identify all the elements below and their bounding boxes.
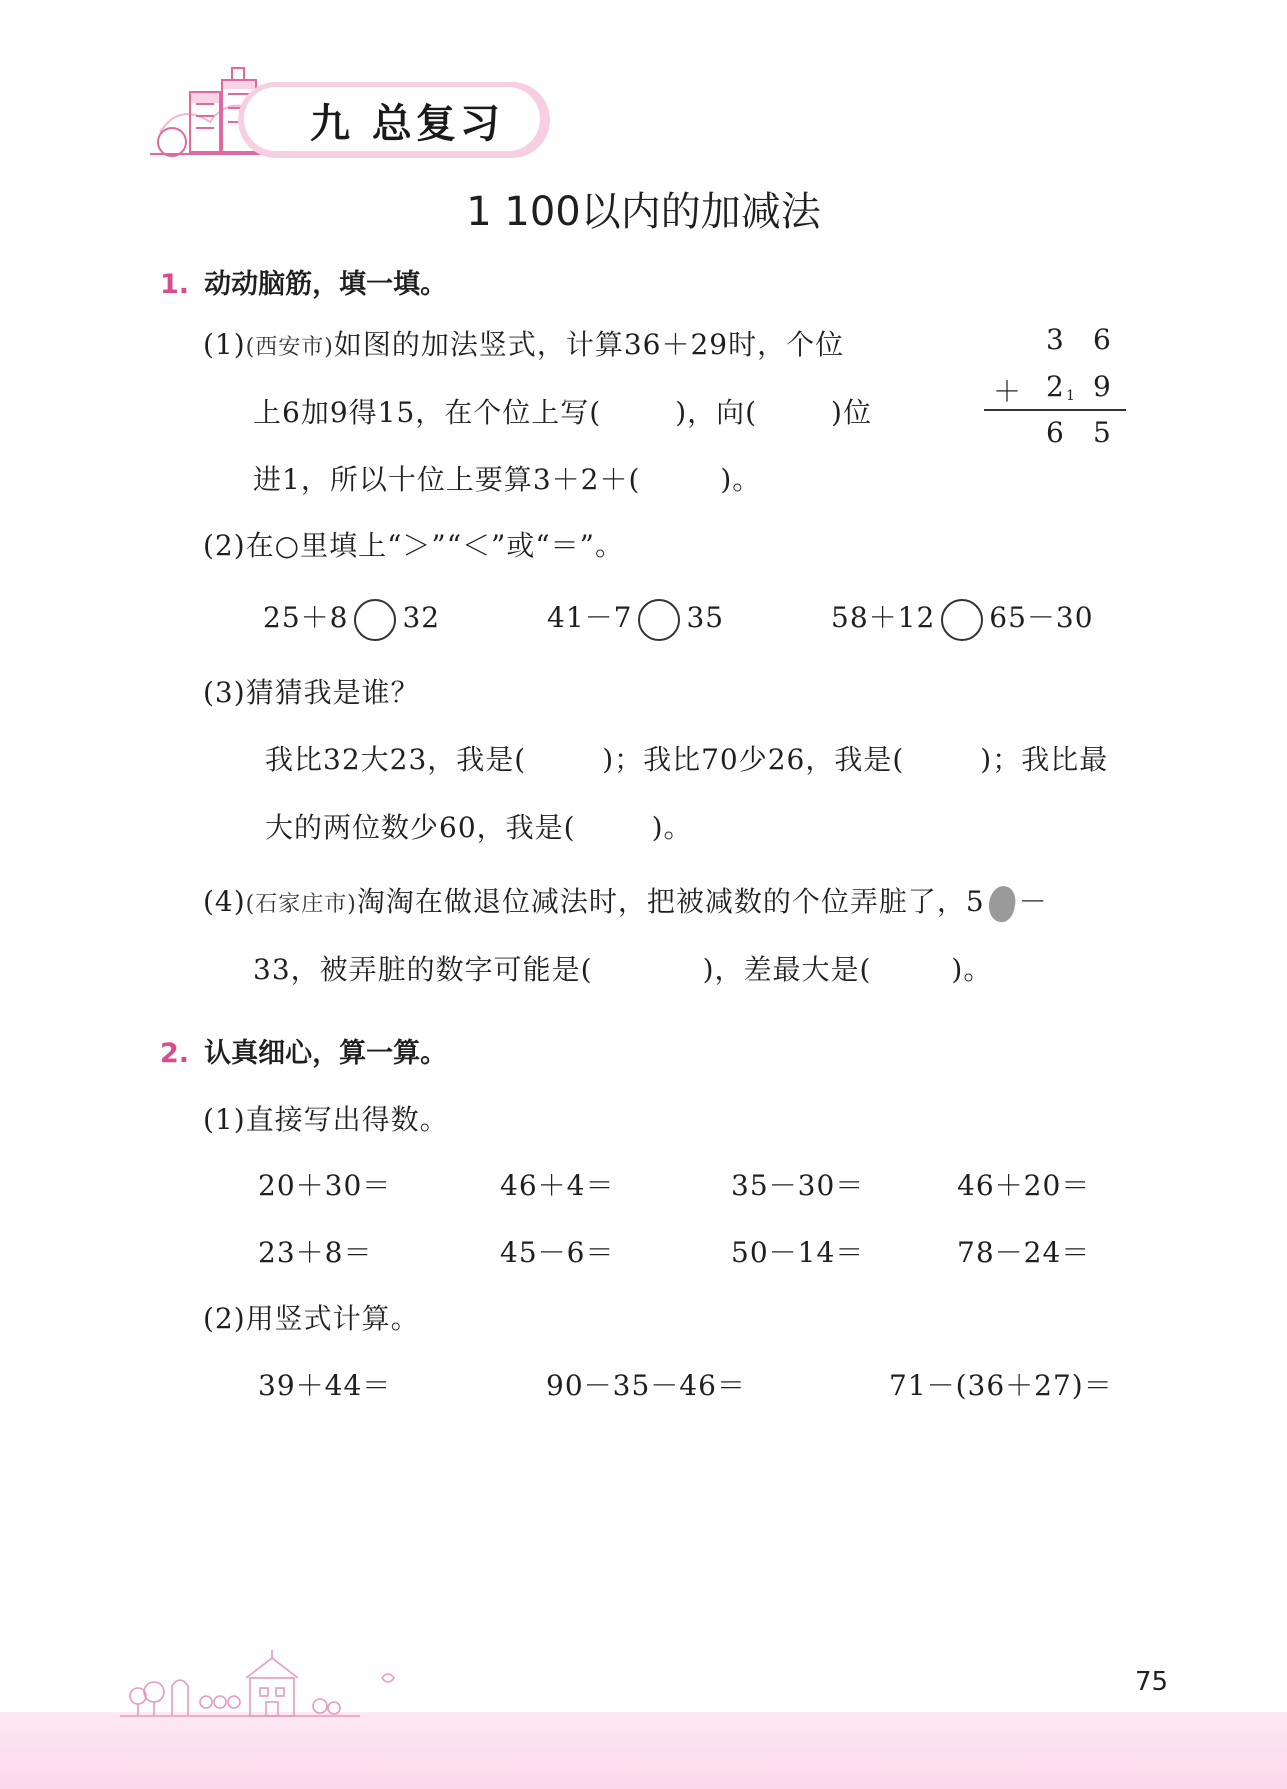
text: 33，被弄脏的数字可能是( — [253, 953, 593, 986]
digit: 9 — [1093, 370, 1111, 403]
smudge-icon — [985, 883, 1018, 924]
compare-item — [263, 596, 440, 641]
sum-line — [984, 409, 1126, 411]
text: )；我比70少26，我是( — [602, 743, 905, 776]
text: － — [1018, 885, 1048, 918]
section-title: 1 100以内的加减法 — [466, 189, 821, 235]
expression: 41－7 — [547, 601, 633, 634]
digit: 2 — [1046, 370, 1064, 403]
q1-part4-line2 — [253, 948, 992, 988]
expression: 32 — [402, 601, 441, 634]
expression: 65－30 — [989, 601, 1094, 634]
part-label: (1) — [203, 1103, 246, 1136]
footer-band — [0, 1712, 1287, 1789]
digit: 5 — [1093, 416, 1111, 449]
question-title: 动动脑筋，填一填。 — [204, 269, 448, 300]
question-1-heading — [160, 262, 447, 301]
q1-part1-line2 — [253, 391, 872, 431]
text: 如图的加法竖式，计算36＋29时，个位 — [333, 328, 845, 361]
part-label: (2) — [203, 529, 246, 562]
expression: 25＋8 — [263, 601, 349, 634]
text: )。 — [720, 463, 762, 496]
q2-part2-instruction — [203, 1297, 420, 1337]
question-number: 2. — [160, 1038, 190, 1069]
text: )，向( — [675, 396, 758, 429]
oral-problem: 78－24＝ — [957, 1236, 1091, 1269]
oral-problem: 45－6＝ — [500, 1236, 615, 1269]
oral-problem: 35－30＝ — [731, 1169, 865, 1202]
q1-part2-instruction — [203, 524, 624, 564]
expression: 58＋12 — [831, 601, 936, 634]
oral-problem: 20＋30＝ — [258, 1169, 392, 1202]
chapter-title: 九 总复习 — [310, 101, 504, 147]
digit: 6 — [1093, 323, 1111, 356]
carry-digit: 1 — [1066, 388, 1075, 404]
text: 大的两位数少60，我是( — [265, 811, 576, 844]
text: 进1，所以十位上要算3＋2＋( — [253, 463, 641, 496]
oral-problem: 23＋8＝ — [258, 1236, 373, 1269]
source-tag: (西安市) — [245, 335, 334, 360]
question-title: 认真细心，算一算。 — [204, 1038, 448, 1069]
text: )；我比最 — [980, 743, 1109, 776]
text: )。 — [951, 953, 993, 986]
text: 上6加9得15，在个位上写( — [253, 396, 602, 429]
oral-problem: 46＋4＝ — [500, 1169, 615, 1202]
compare-circle[interactable] — [941, 599, 983, 641]
text: )位 — [831, 396, 872, 429]
text: )，差最大是( — [702, 953, 872, 986]
part-label: (4) — [203, 885, 246, 918]
text: 用竖式计算。 — [245, 1302, 420, 1335]
text: )。 — [651, 811, 693, 844]
digit: 3 — [1046, 323, 1064, 356]
vertical-calc-problem: 90－35－46＝ — [546, 1369, 746, 1402]
page-number: 75 — [1135, 1667, 1169, 1697]
q1-part1-line3 — [253, 458, 761, 498]
text: 在○里填上“＞”“＜”或“＝”。 — [245, 529, 624, 562]
text: 淘淘在做退位减法时，把被减数的个位弄脏了，5 — [356, 885, 985, 918]
q1-part1-line1 — [203, 323, 844, 363]
source-tag: (石家庄市) — [245, 892, 357, 917]
text: 我比32大23，我是( — [265, 743, 527, 776]
plus-sign: ＋ — [993, 375, 1022, 408]
oral-problem: 50－14＝ — [731, 1236, 865, 1269]
vertical-calc-problem: 39＋44＝ — [258, 1369, 392, 1402]
compare-circle[interactable] — [354, 599, 396, 641]
q2-part1-instruction — [203, 1098, 449, 1138]
text: 猜猜我是谁？ — [245, 676, 420, 709]
question-2-heading — [160, 1031, 447, 1070]
expression: 35 — [686, 601, 725, 634]
town-illustration-icon — [120, 1648, 410, 1718]
question-number: 1. — [160, 269, 190, 300]
compare-item — [831, 596, 1094, 641]
q1-part4-line1 — [203, 880, 1048, 922]
vertical-calc-problem: 71－(36＋27)＝ — [889, 1369, 1113, 1402]
part-label: (3) — [203, 676, 246, 709]
text: 直接写出得数。 — [245, 1103, 449, 1136]
part-label: (1) — [203, 328, 246, 361]
q1-part3-instruction — [203, 671, 420, 711]
part-label: (2) — [203, 1302, 246, 1335]
q1-part3-line2 — [265, 806, 693, 846]
oral-problem: 46＋20＝ — [957, 1169, 1091, 1202]
compare-item — [547, 596, 724, 641]
compare-circle[interactable] — [638, 599, 680, 641]
q1-part3-line1 — [265, 738, 1108, 778]
digit: 6 — [1046, 416, 1064, 449]
